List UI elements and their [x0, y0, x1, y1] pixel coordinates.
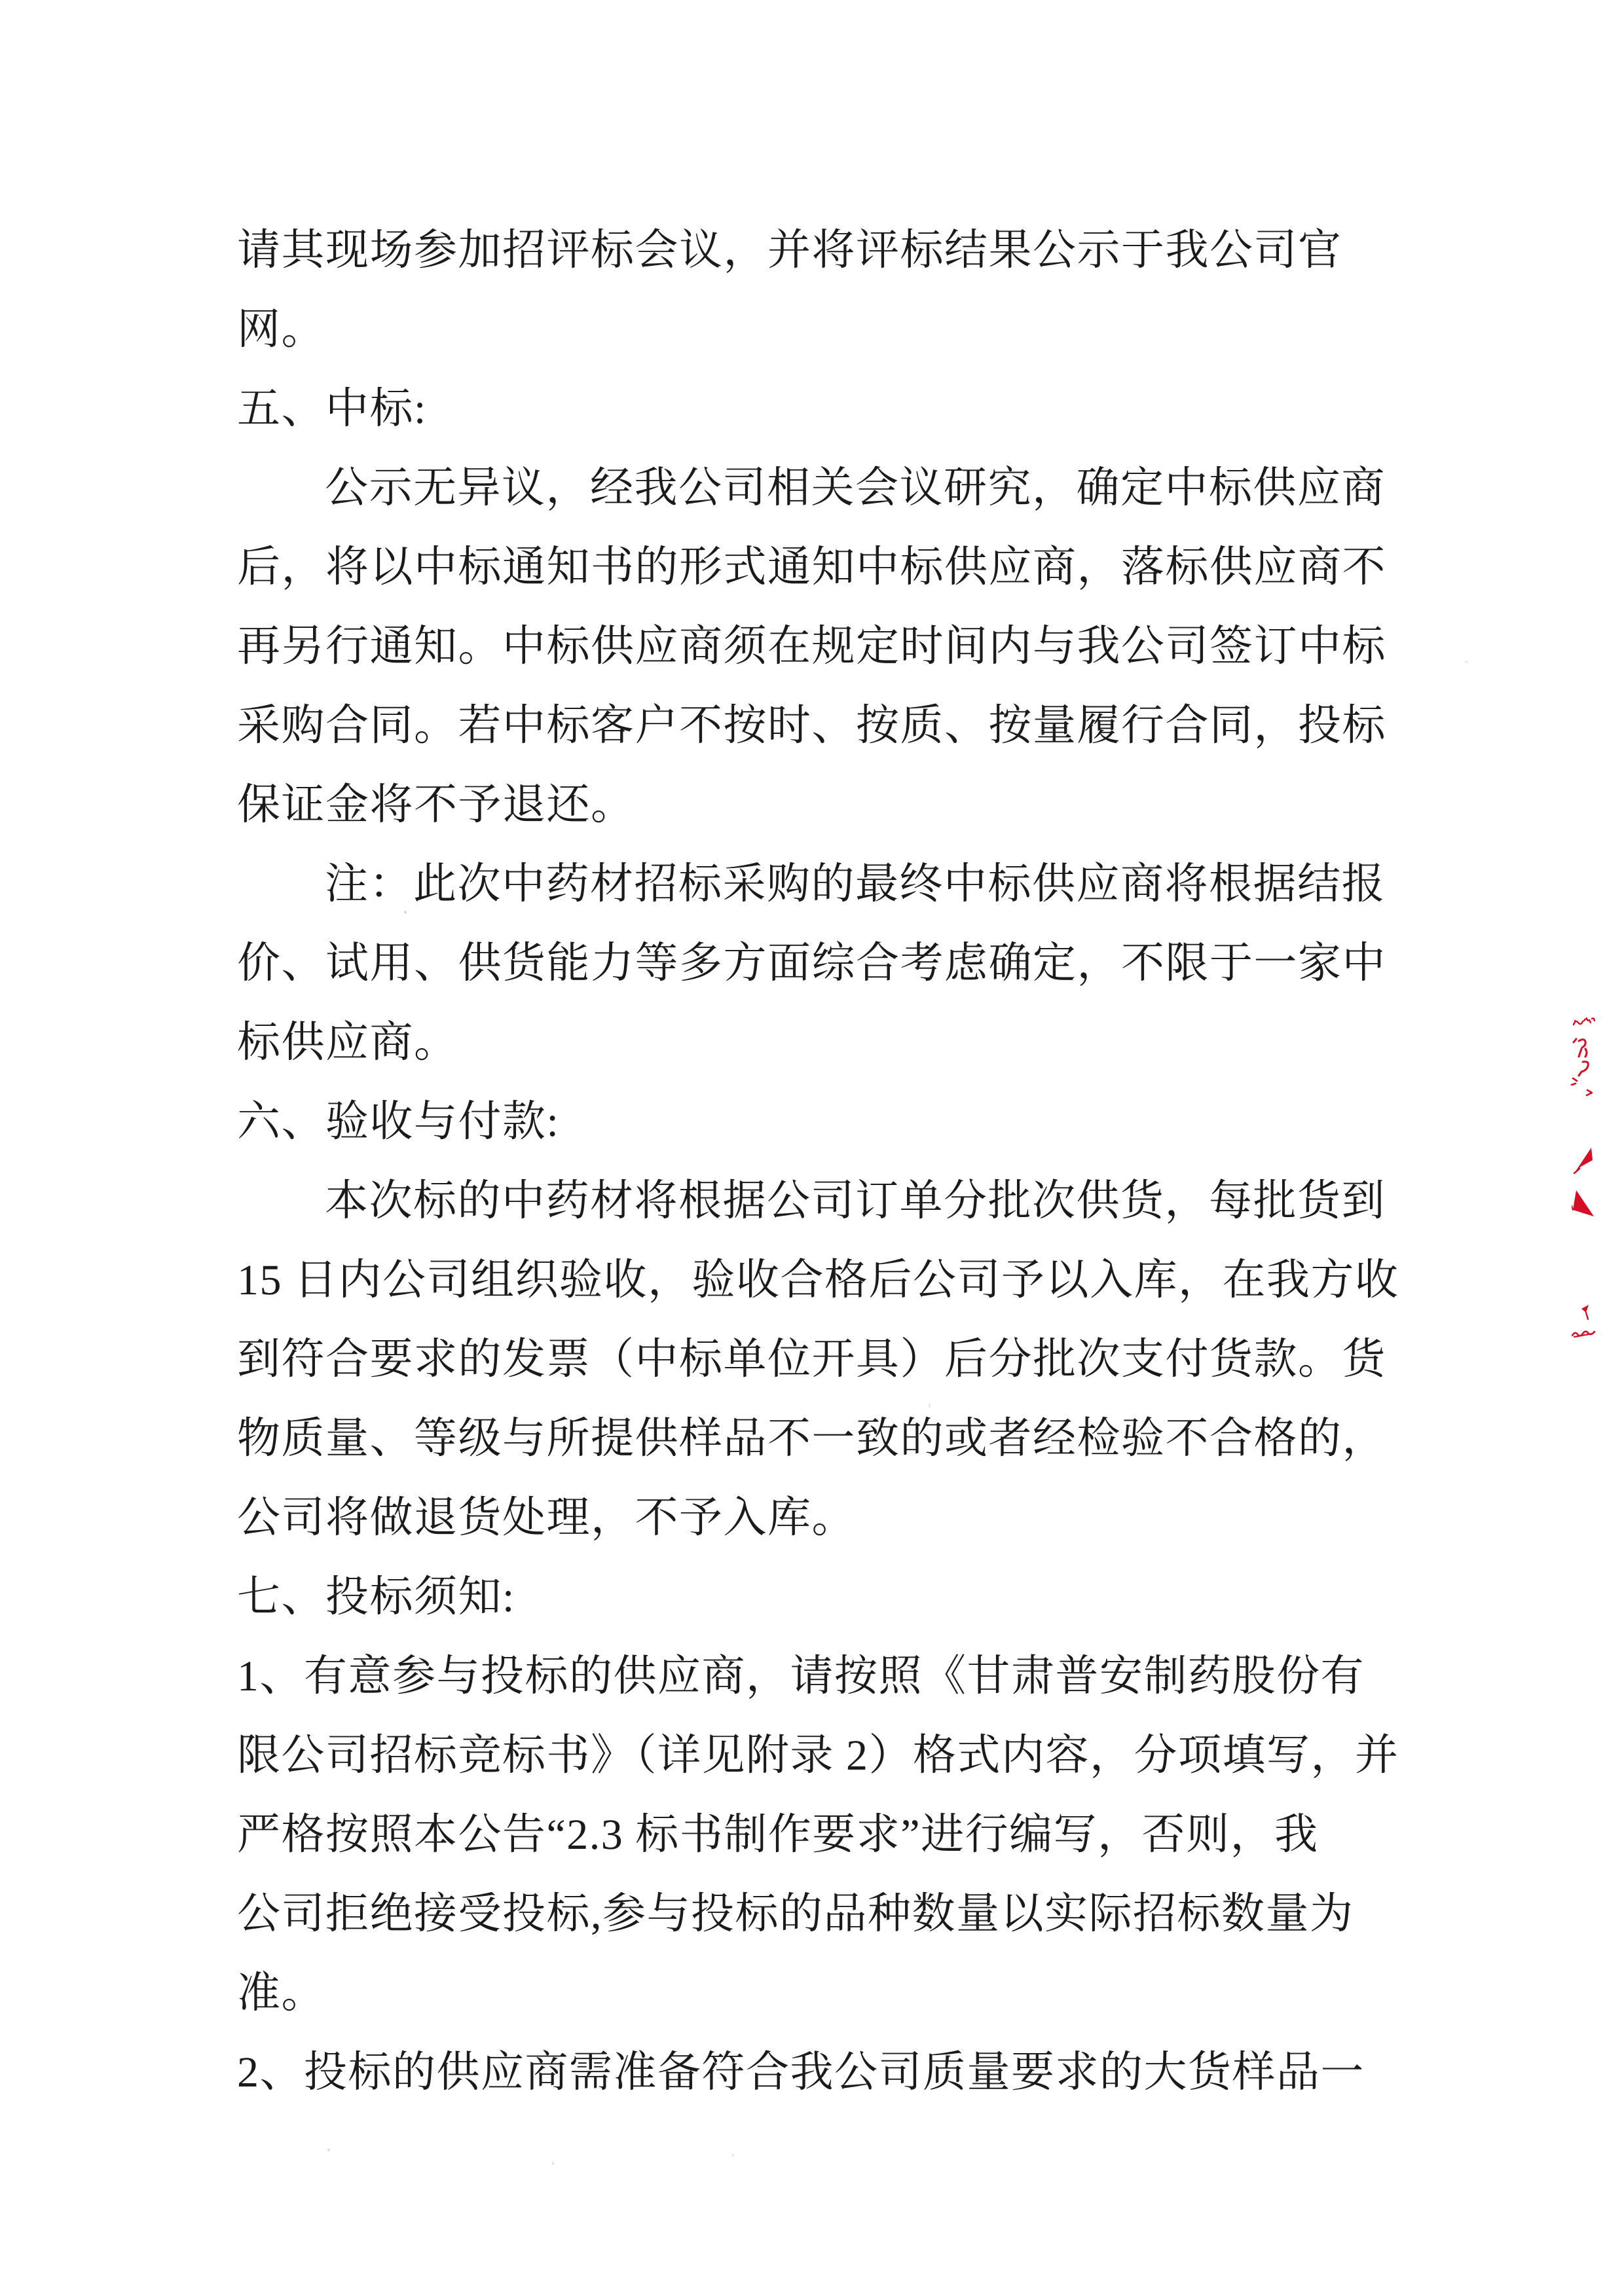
- text-line: 公司将做退货处理，不予入库。: [237, 1494, 856, 1542]
- red-ink-tick-small: [1580, 1303, 1591, 1321]
- text-line: 保证金将不予退还。: [237, 781, 635, 829]
- text-line: 六、验收与付款:: [237, 1098, 560, 1146]
- text-line: 公示无异议，经我公司相关会议研究，确定中标供应商: [325, 464, 1386, 512]
- scan-speck: [1465, 661, 1468, 663]
- scan-speck: [929, 1403, 931, 1408]
- red-ink-scribble-top: [1572, 1015, 1596, 1029]
- text-line: 标供应商。: [237, 1019, 458, 1066]
- text-line: 请其现场参加招评标会议，并将评标结果公示于我公司官: [237, 227, 1342, 274]
- scan-speck: [327, 2149, 330, 2151]
- text-line: 后，将以中标通知书的形式通知中标供应商，落标供应商不: [237, 543, 1386, 591]
- text-line: 严格按照本公告“2.3 标书制作要求”进行编写，否则，我: [237, 1811, 1319, 1859]
- red-ink-arrow-lower: [1572, 1189, 1595, 1219]
- text-line: 本次标的中药材将根据公司订单分批次供货，每批货到: [325, 1177, 1386, 1225]
- text-line: 物质量、等级与所提供样品不一致的或者经检验不合格的，: [237, 1415, 1386, 1463]
- scan-speck: [404, 911, 407, 914]
- text-line: 准。: [237, 1969, 325, 2017]
- text-line: 15 日内公司组织验收，验收合格后公司予以入库，在我方收: [237, 1256, 1399, 1304]
- text-line: 再另行通知。中标供应商须在规定时间内与我公司签订中标: [237, 623, 1386, 670]
- text-line: 注：此次中药材招标采购的最终中标供应商将根据结报: [325, 860, 1386, 908]
- text-line: 网。: [237, 306, 325, 354]
- scan-speck: [552, 2162, 554, 2165]
- scan-speck: [731, 2154, 734, 2157]
- document-text-block: [237, 211, 1416, 2112]
- red-ink-scribble-bottom: [1572, 1328, 1596, 1339]
- text-line: 2、投标的供应商需准备符合我公司质量要求的大货样品一: [237, 2049, 1365, 2096]
- text-line: 价、试用、供货能力等多方面综合考虑确定，不限于一家中: [237, 939, 1386, 987]
- text-line: 1、有意参与投标的供应商，请按照《甘肃普安制药股份有: [237, 1652, 1365, 1700]
- red-ink-squiggle: [1569, 1036, 1595, 1101]
- text-line: 到符合要求的发票（中标单位开具）后分批次支付货款。货: [237, 1336, 1386, 1383]
- text-line: 五、中标:: [237, 385, 427, 433]
- text-line: 限公司招标竞标书》（详见附录 2）格式内容，分项填写，并: [237, 1732, 1399, 1779]
- text-line: 七、投标须知:: [237, 1573, 515, 1621]
- text-line: 采购合同。若中标客户不按时、按质、按量履行合同，投标: [237, 702, 1386, 750]
- red-ink-arrow-upper: [1572, 1146, 1594, 1176]
- text-line: 公司拒绝接受投标,参与投标的品种数量以实际招标数量为: [237, 1890, 1354, 1938]
